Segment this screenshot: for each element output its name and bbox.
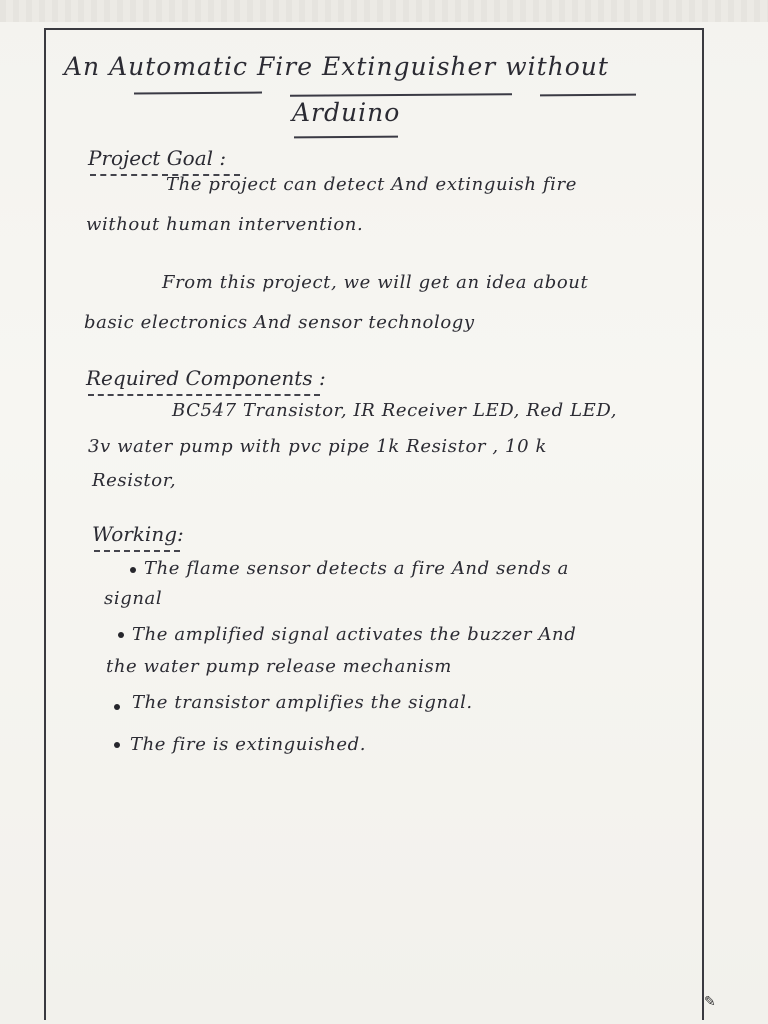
components-heading: Required Components : [86, 366, 326, 390]
working-bullet-1-line-2: signal [104, 588, 163, 609]
components-underline [88, 394, 320, 396]
bullet-1 [130, 567, 136, 573]
working-bullet-2-line-2: the water pump release mechanism [106, 656, 452, 677]
working-bullet-3-line-1: The transistor amplifies the signal. [132, 692, 473, 713]
corner-pen-mark: ✎ [704, 994, 716, 1010]
components-text-3: Resistor, [92, 470, 177, 491]
bullet-4 [114, 742, 120, 748]
working-heading: Working: [92, 522, 184, 546]
components-text-2: 3v water pump with pvc pipe 1k Resistor , 10 k [88, 436, 547, 457]
title-line-2: Arduino [292, 98, 401, 127]
project-goal-text-4: basic electronics And sensor technology [84, 312, 475, 333]
working-underline [94, 550, 180, 552]
components-text-1: BC547 Transistor, IR Receiver LED, Red LED, [172, 400, 618, 421]
project-goal-text-1: The project can detect And extinguish fire [166, 174, 577, 195]
working-bullet-4-line-1: The fire is extinguished. [130, 734, 367, 755]
bullet-2 [118, 632, 124, 638]
project-goal-heading: Project Goal : [88, 146, 227, 170]
title-line-1: An Automatic Fire Extinguisher without [64, 52, 609, 81]
working-bullet-2-line-1: The amplified signal activates the buzzer And [132, 624, 577, 645]
project-goal-text-2: without human intervention. [86, 214, 364, 235]
working-bullet-1-line-1: The flame sensor detects a fire And sends a [144, 558, 569, 579]
page-edge-strip [0, 0, 768, 22]
bullet-3 [114, 704, 120, 710]
project-goal-text-3: From this project, we will get an idea about [162, 272, 589, 293]
